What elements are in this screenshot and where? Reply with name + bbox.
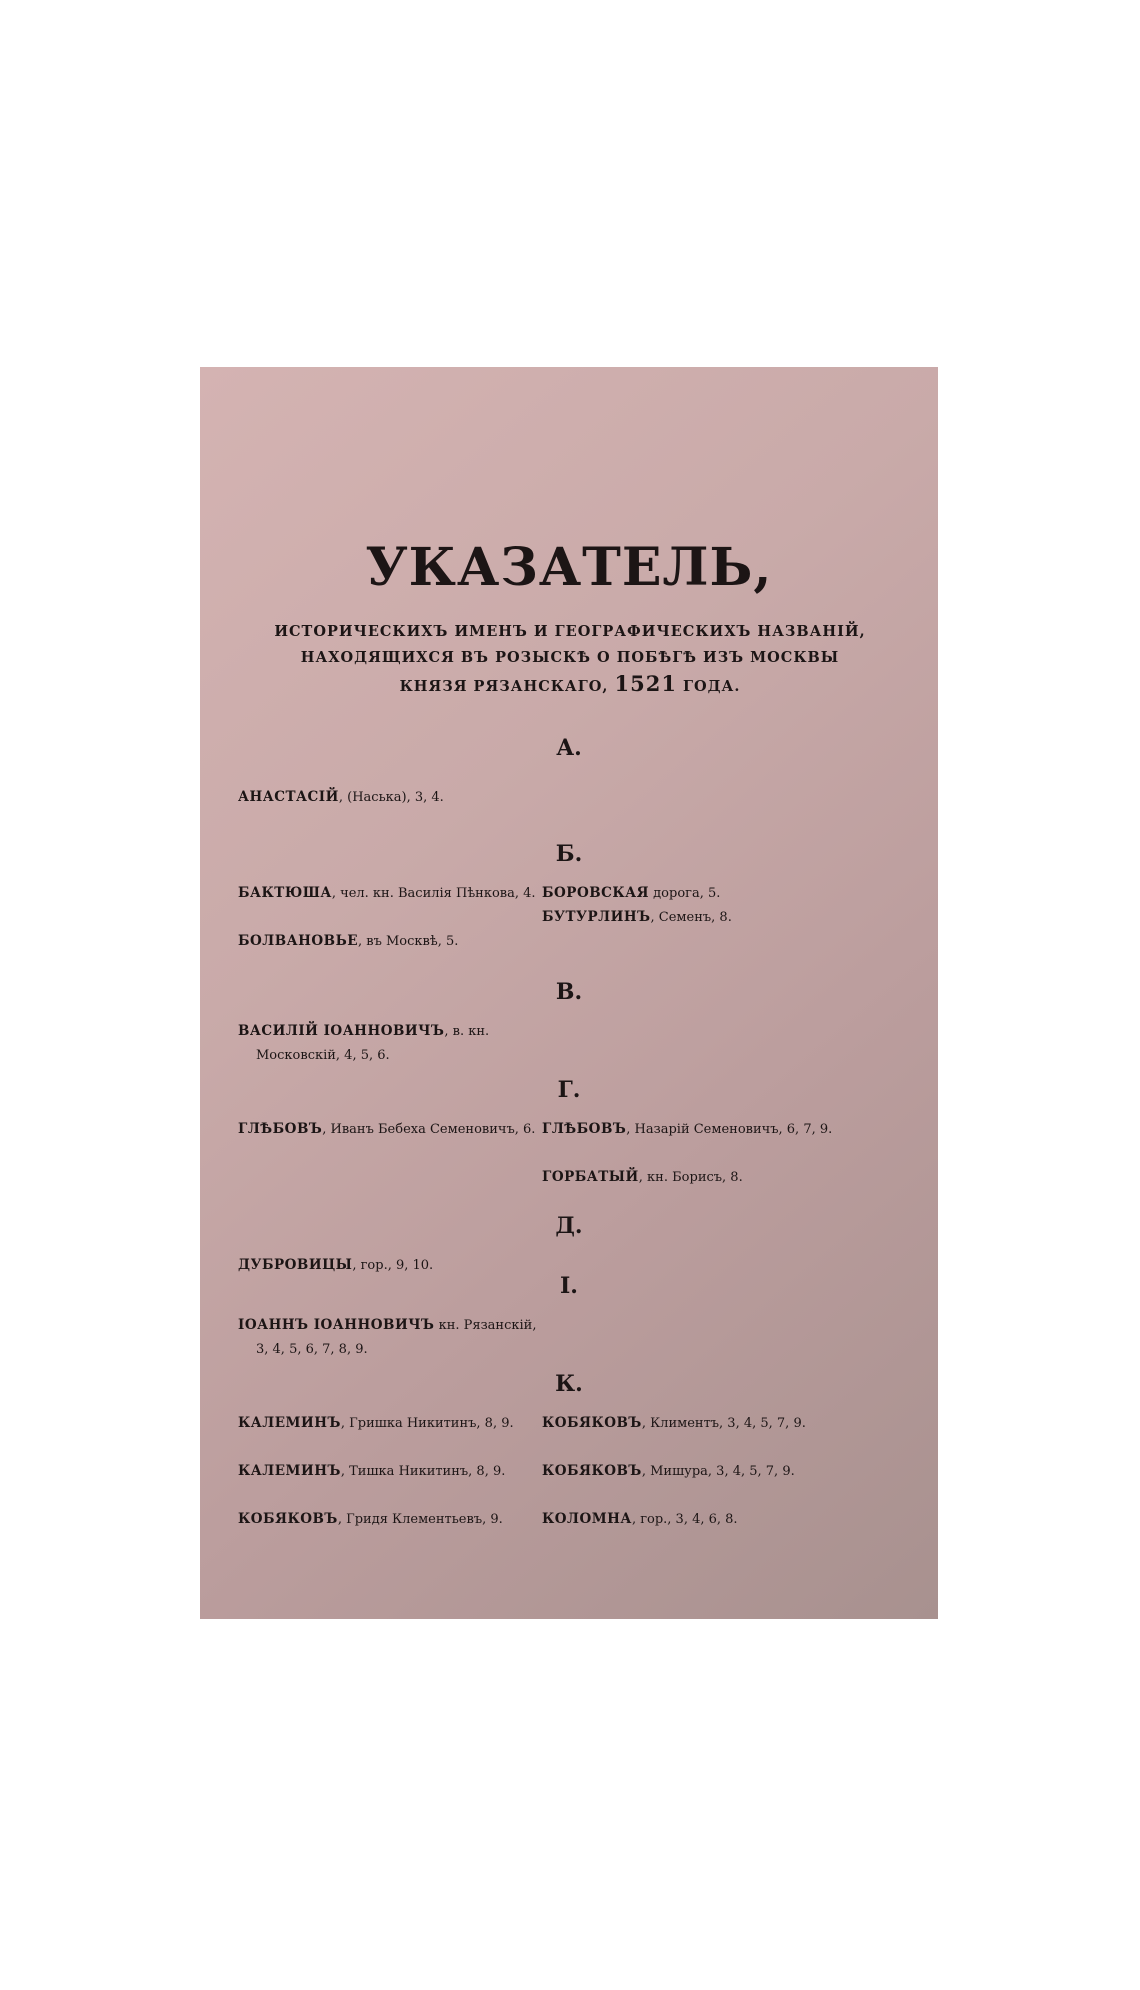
entry-text: , гор., 9, 10.	[352, 1258, 434, 1273]
section-letter-d: Д.	[555, 1213, 583, 1239]
index-entry	[238, 1507, 548, 1532]
index-entry	[542, 881, 866, 906]
entry-text: , Климентъ, 3, 4, 5, 7, 9.	[641, 1416, 806, 1431]
entry-text: , въ Москвѣ, 5.	[358, 934, 459, 949]
entry-text: , Мишура, 3, 4, 5, 7, 9.	[641, 1464, 795, 1479]
scanned-page	[200, 367, 938, 1619]
entry-text: , Гридя Клементьевъ, 9.	[337, 1512, 503, 1527]
entry-name: БОЛВАНОВЬЕ	[238, 933, 358, 949]
section-letter-i: І.	[560, 1273, 578, 1299]
index-entry	[238, 1019, 548, 1068]
entry-text: , Назарій Семеновичъ, 6, 7, 9.	[626, 1122, 833, 1137]
entry-text: , (Наська), 3, 4.	[338, 790, 444, 805]
entry-text: , Тишка Никитинъ, 8, 9.	[340, 1464, 506, 1479]
index-entry	[238, 881, 548, 906]
entry-name: ІОАННЪ ІОАННОВИЧЪ	[238, 1317, 435, 1333]
index-entry	[542, 905, 866, 930]
index-entry	[542, 1411, 866, 1436]
entry-text: , гор., 3, 4, 6, 8.	[631, 1512, 738, 1527]
entry-name: ВАСИЛІЙ ІОАННОВИЧЪ	[238, 1023, 445, 1039]
subtitle-year: 1521	[614, 671, 677, 696]
entry-name: БАКТЮША	[238, 885, 332, 901]
index-entry	[238, 1411, 548, 1436]
page-subtitle	[230, 619, 910, 700]
entry-name: КАЛЕМИНЪ	[238, 1463, 341, 1479]
entry-name: БУТУРЛИНЪ	[542, 909, 651, 925]
entry-text: , Иванъ Бебеха Семеновичъ, 6.	[322, 1122, 536, 1137]
entry-name: ГЛѢБОВЪ	[542, 1121, 627, 1137]
section-letter-g: Г.	[557, 1077, 581, 1103]
subtitle-line	[230, 671, 910, 700]
subtitle-text: ГОДА.	[683, 678, 741, 695]
index-entry	[542, 1507, 866, 1532]
entry-name: КОБЯКОВЪ	[542, 1463, 642, 1479]
subtitle-line: ИСТОРИЧЕСКИХЪ ИМЕНЪ И ГЕОГРАФИЧЕСКИХЪ НАЗВАНІЙ,	[274, 623, 866, 640]
entry-text: кн. Рязанскій, 3, 4, 5, 6, 7, 8, 9.	[256, 1318, 537, 1357]
section-letter-b: Б.	[555, 841, 583, 867]
entry-name: ГЛѢБОВЪ	[238, 1121, 323, 1137]
entry-name: БОРОВСКАЯ	[542, 885, 650, 901]
subtitle-line: НАХОДЯЩИХСЯ ВЪ РОЗЫСКѢ О ПОБѢГѢ ИЗЪ МОСКВЫ	[300, 649, 840, 666]
entry-name: КОЛОМНА	[542, 1511, 632, 1527]
entry-text: , Гришка Никитинъ, 8, 9.	[340, 1416, 514, 1431]
section-letter-k: К.	[555, 1371, 583, 1397]
entry-name: КАЛЕМИНЪ	[238, 1415, 341, 1431]
entry-name: ДУБРОВИЦЫ	[238, 1257, 353, 1273]
subtitle-text: КНЯЗЯ РЯЗАНСКАГО,	[399, 678, 609, 695]
index-entry	[238, 1313, 548, 1362]
entry-name: ГОРБАТЫЙ	[542, 1169, 639, 1185]
page-title: УКАЗАТЕЛЬ,	[365, 537, 773, 598]
section-letter-v: В.	[555, 979, 583, 1005]
entry-name: КОБЯКОВЪ	[238, 1511, 338, 1527]
index-entry	[238, 1459, 548, 1484]
index-entry	[238, 929, 548, 954]
entry-name: АНАСТАСІЙ	[238, 789, 339, 805]
entry-name: КОБЯКОВЪ	[542, 1415, 642, 1431]
entry-text: , кн. Борисъ, 8.	[638, 1170, 743, 1185]
index-entry	[238, 785, 638, 810]
index-entry	[542, 1459, 866, 1484]
index-entry	[542, 1165, 866, 1190]
index-entry	[238, 1117, 548, 1142]
index-entry	[542, 1117, 866, 1142]
section-letter-a: А.	[556, 735, 582, 761]
entry-text: , Семенъ, 8.	[650, 910, 732, 925]
entry-text: , чел. кн. Василія Пѣнкова, 4.	[331, 886, 536, 901]
entry-text: , в. кн. Московскій, 4, 5, 6.	[256, 1024, 490, 1063]
entry-text: дорога, 5.	[649, 886, 721, 901]
